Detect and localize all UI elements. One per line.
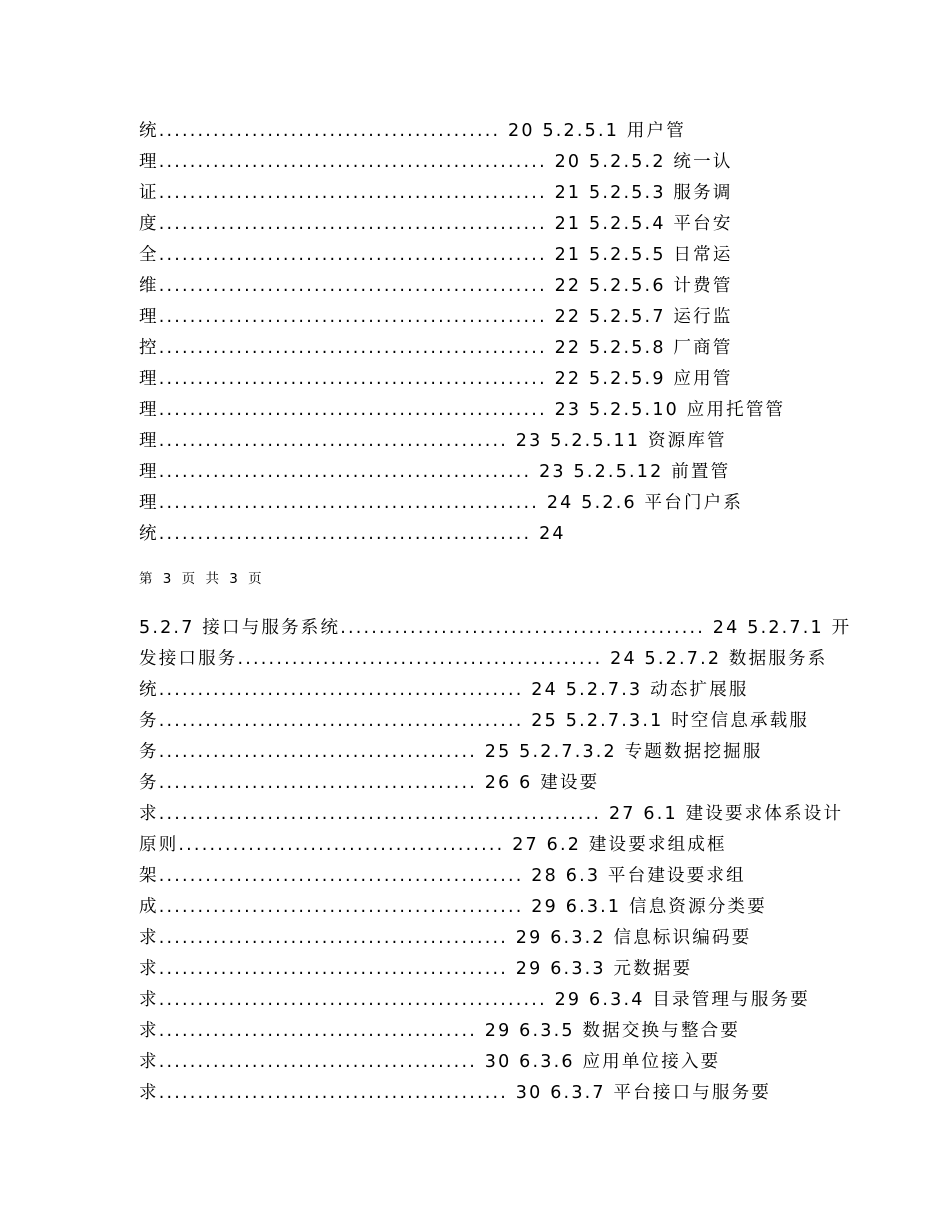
toc-line: 统................................................ 24 <box>139 524 566 544</box>
toc-line: 务......................................... 26 6 建设要 <box>139 773 600 793</box>
toc-line: 全.................................................. 21 5.2.5.5 日常运 <box>139 245 733 265</box>
toc-line: 理.................................................. 23 5.2.5.10 应用托管管 <box>139 400 786 420</box>
toc-line: 度.................................................. 21 5.2.5.4 平台安 <box>139 214 733 234</box>
toc-line: 理................................................. 24 5.2.6 平台门户系 <box>139 493 744 513</box>
toc-line: 控.................................................. 22 5.2.5.8 厂商管 <box>139 338 733 358</box>
toc-line: 原则.......................................... 27 6.2 建设要求组成框 <box>139 835 727 855</box>
toc-line: 求............................................. 30 6.3.7 平台接口与服务要 <box>139 1083 772 1103</box>
toc-line: 统............................................... 24 5.2.7.3 动态扩展服 <box>139 680 749 700</box>
toc-line: 理.................................................. 22 5.2.5.7 运行监 <box>139 307 733 327</box>
toc-line: 成............................................... 29 6.3.1 信息资源分类要 <box>139 897 767 917</box>
toc-line: 求......................................................... 27 6.1 建设要求体系设计 <box>139 804 844 824</box>
page-footer: 第 3 页 共 3 页 <box>139 571 265 587</box>
toc-line: 理................................................ 23 5.2.5.12 前置管 <box>139 462 731 482</box>
toc-block-top <box>139 116 839 550</box>
toc-line: 理............................................. 23 5.2.5.11 资源库管 <box>139 431 727 451</box>
toc-line: 统............................................ 20 5.2.5.1 用户管 <box>139 121 686 141</box>
toc-line: 求.................................................. 29 6.3.4 目录管理与服务要 <box>139 990 810 1010</box>
toc-line: 理.................................................. 20 5.2.5.2 统一认 <box>139 152 733 172</box>
toc-line: 理.................................................. 22 5.2.5.9 应用管 <box>139 369 733 389</box>
toc-line: 求............................................. 29 6.3.2 信息标识编码要 <box>139 928 752 948</box>
toc-line: 求......................................... 30 6.3.6 应用单位接入要 <box>139 1052 721 1072</box>
toc-line: 架............................................... 28 6.3 平台建设要求组 <box>139 866 746 886</box>
toc-line: 证.................................................. 21 5.2.5.3 服务调 <box>139 183 733 203</box>
toc-line: 务......................................... 25 5.2.7.3.2 专题数据挖掘服 <box>139 742 763 762</box>
toc-line: 维.................................................. 22 5.2.5.6 计费管 <box>139 276 733 296</box>
toc-line: 务............................................... 25 5.2.7.3.1 时空信息承载服 <box>139 711 810 731</box>
toc-line: 求............................................. 29 6.3.3 元数据要 <box>139 959 693 979</box>
toc-line: 求......................................... 29 6.3.5 数据交换与整合要 <box>139 1021 741 1041</box>
toc-line: 5.2.7 接口与服务系统............................................... 24 5.2.7.1 开 <box>139 618 852 638</box>
toc-block-bottom <box>139 613 852 1109</box>
toc-line: 发接口服务............................................... 24 5.2.7.2 数据服务系 <box>139 649 828 669</box>
